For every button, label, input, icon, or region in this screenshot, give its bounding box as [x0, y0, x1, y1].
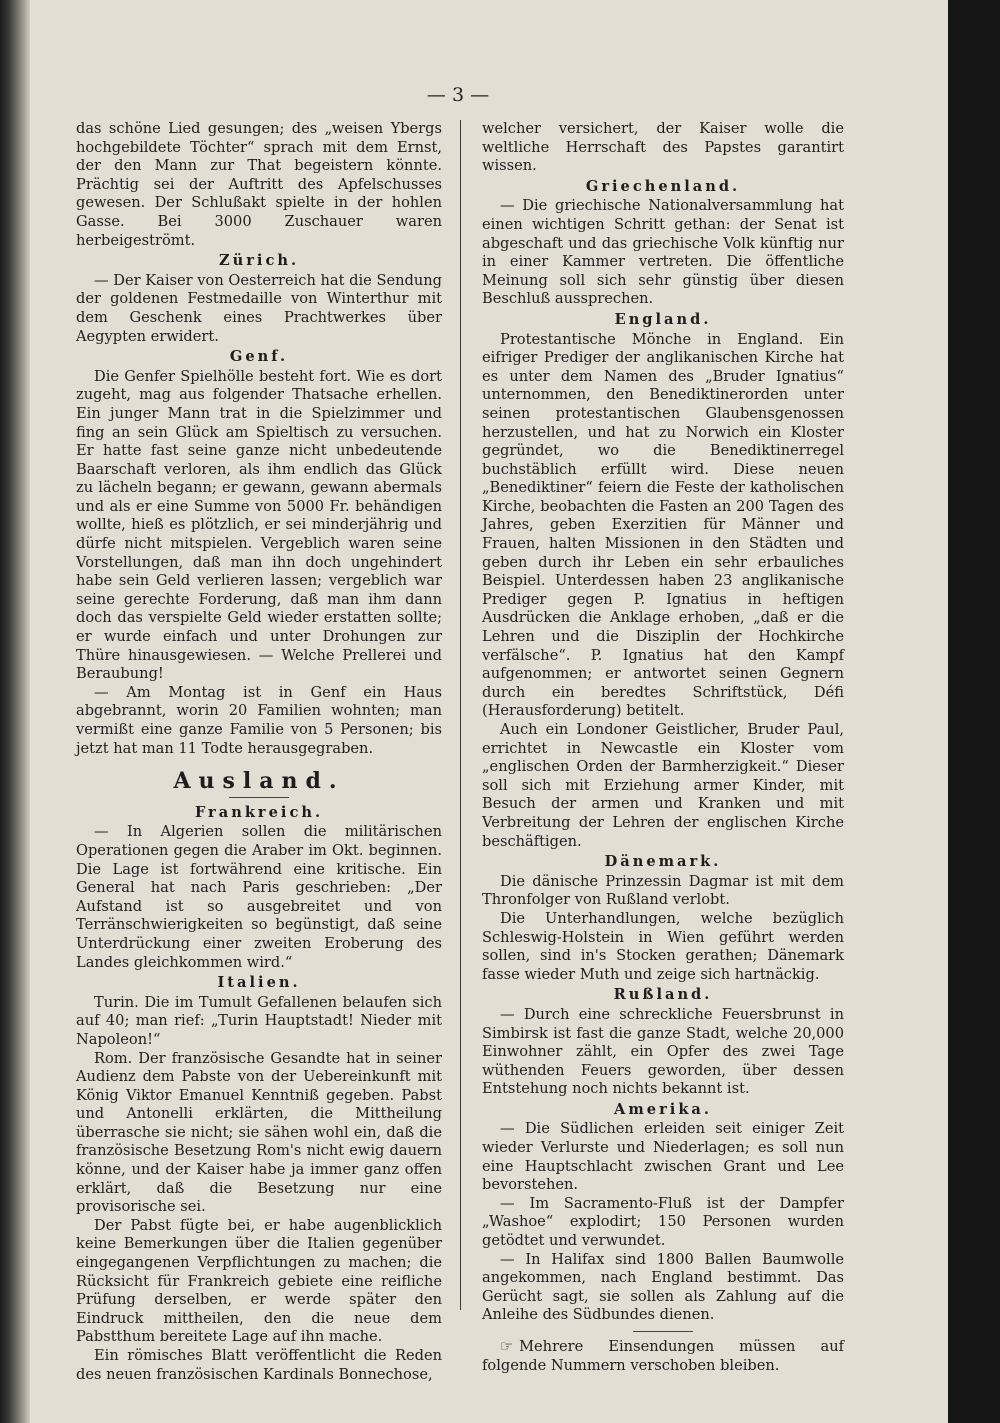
article-paragraph: Turin. Die im Tumult Gefallenen belaufen sich auf 40; man rief: „Turin Hauptstadt! Nieder mit Napoleon!“ [76, 993, 442, 1048]
section-heading-ausland: Ausland. [173, 768, 345, 795]
scan-background [948, 0, 1000, 1423]
notice-divider [633, 1331, 693, 1332]
section-heading-england: England. [614, 310, 712, 328]
section-heading-genf: Genf. [229, 348, 289, 366]
article-paragraph: — Der Kaiser von Oesterreich hat die Sendung der goldenen Festmedaille von Winterthur mit dem Geschenk eines Prachtwerkes über Aegypten erwidert. [76, 271, 442, 345]
article-paragraph: Ein römisches Blatt veröffentlicht die Reden des neuen französischen Kardinals Bonnechose, [76, 1347, 442, 1383]
article-paragraph: Der Pabst fügte bei, er habe augenblicklich keine Bemerkungen über die Italien gegenüber eingegangenen Verpflichtungen zu machen; die Rücksicht für Frankreich gebiete eine reifliche Prüfung derselben, er werde später den Eindruck mittheilen, den die neue dem Pabstthum bereitete Lage auf ihn mache. [76, 1216, 442, 1346]
article-paragraph: — Durch eine schreckliche Feuersbrunst in Simbirsk ist fast die ganze Stadt, welche 20,000 Einwohner zählt, ein Opfer des zwei Tage wüthenden Feuers geworden, über dessen Entstehung noch nichts bekannt ist. [482, 1005, 844, 1098]
section-heading-daenemark: Dänemark. [604, 853, 722, 871]
article-paragraph: Die dänische Prinzessin Dagmar ist mit dem Thronfolger von Rußland verlobt. [482, 872, 844, 909]
section-heading-italien: Italien. [217, 974, 301, 992]
article-paragraph: — Am Montag ist in Genf ein Haus abgebrannt, worin 20 Familien wohnten; man vermißt eine ganze Familie von 5 Personen; bis jetzt hat man 11 Todte herausgegraben. [76, 683, 442, 757]
article-paragraph: — In Halifax sind 1800 Ballen Baumwolle angekommen, nach England bestimmt. Das Gerücht sagt, sie sollen als Zahlung auf die Anleihe des Südbundes dienen. [482, 1250, 844, 1324]
article-paragraph: Die Unterhandlungen, welche bezüglich Schleswig-Holstein in Wien geführt werden sollen, sind in's Stocken gerathen; Dänemark fasse wieder Muth und zeige sich hartnäckig. [482, 909, 844, 983]
binding-edge [0, 0, 30, 1423]
article-paragraph: — Im Sacramento-Fluß ist der Dampfer „Washoe“ explodirt; 150 Personen wurden getödtet und verwundet. [482, 1194, 844, 1250]
article-paragraph: das schöne Lied gesungen; des „weisen Ybergs hochgebildete Töchter“ sprach mit dem Ernst, der den Mann zur That begeistern könnte. Prächtig sei der Auftritt des Apfelschusses gewesen. Der Schlußakt spielte in der hohlen Gasse. Bei 3000 Zuschauer waren herbeigeströmt. [76, 120, 442, 249]
article-paragraph: welcher versichert, der Kaiser wolle die weltliche Herrschaft des Papstes garantirt wissen. [482, 120, 844, 175]
article-paragraph: Die Genfer Spielhölle besteht fort. Wie es dort zugeht, mag aus folgender Thatsache erhellen. Ein junger Mann trat in die Spielzimmer und fing an sein Glück am Spieltisch zu versuchen. Er hatte fast seine ganze nicht unbedeutende Baarschaft verloren, als ihm endlich das Glück zu lächeln begann; er gewann, gewann abermals und als er eine Summe von 5000 Fr. behändigen wollte, hieß es plötzlich, er sei minderjährig und dürfe nicht mitspielen. Vergeblich waren seine Vorstellungen, daß man ihn doch ungehindert habe sein Geld verlieren lassen; vergeblich war seine gerechte Forderung, daß man ihm dann doch das verspielte Geld wieder erstatten sollte; er wurde einfach und unter Drohungen zur Thüre hinausgewiesen. — Welche Prellerei und Beraubung! [76, 367, 442, 683]
article-paragraph: Rom. Der französische Gesandte hat in seiner Audienz dem Pabste von der Uebereinkunft mit König Viktor Emanuel Kenntniß gegeben. Pabst und Antonelli erklärten, die Mittheilung überrasche sie nicht; sie sähen wohl ein, daß die französische Besetzung Rom's nicht ewig dauern könne, und der Kaiser habe ja immer ganz offen erklärt, daß die Besetzung nur eine provisorische sei. [76, 1049, 442, 1216]
section-heading-frankreich: Frankreich. [194, 803, 324, 821]
section-heading-russland: Rußland. [613, 986, 713, 1004]
section-heading-amerika: Amerika. [614, 1100, 712, 1118]
article-paragraph: — Die Südlichen erleiden seit einiger Zeit wieder Verlurste und Niederlagen; es soll nun eine Hauptschlacht zwischen Grant und Lee bevorstehen. [482, 1120, 844, 1194]
article-paragraph: Protestantische Mönche in England. Ein eifriger Prediger der anglikanischen Kirche hat es unter dem Namen des „Bruder Ignatius“ unternommen, den Benediktinerorden unter seinen protestantischen Glaubensgenossen herzustellen, und hat zu Norwich ein Kloster gegründet, wo die Benediktinerregel buchstäblich erfüllt wird. Diese neuen „Benediktiner“ feiern die Feste der katholischen Kirche, beobachten die Fasten an 200 Tagen des Jahres, geben Exerzitien für Männer und Frauen, halten Missionen in den Städten und geben durch ihr Leben ein sehr erbauliches Beispiel. Unterdessen haben 23 anglikanische Prediger gegen P. Ignatius in heftigen Ausdrücken die Anklage erhoben, „daß er die Lehren und die Disziplin der Hochkirche verfälsche“. P. Ignatius hat den Kampf aufgenommen; er antwortet seinen Gegnern durch ein beredtes Schriftstück, Défi (Herausforderung) betitelt. [482, 330, 844, 720]
article-paragraph: Auch ein Londoner Geistlicher, Bruder Paul, errichtet in Newcastle ein Kloster vom „englischen Orden der Barmherzigkeit.“ Dieser soll sich mit Erziehung armer Kinder, mit Besuch der armen und Kranken und mit Verbreitung der Lehren der englischen Kirche beschäftigen. [482, 721, 844, 850]
left-column [76, 120, 442, 1384]
editorial-notice [482, 1338, 844, 1375]
section-heading-griechenland: Griechenland. [585, 177, 741, 195]
notice-text: Mehrere Einsendungen müssen auf folgende Nummern verschoben bleiben. [482, 1338, 844, 1374]
column-divider [460, 120, 461, 1310]
pointing-hand-icon: ☞ [500, 1338, 514, 1355]
right-column [482, 120, 844, 1375]
section-heading-zurich: Zürich. [218, 252, 300, 270]
heading-divider [229, 797, 289, 798]
article-paragraph: — In Algerien sollen die militärischen Operationen gegen die Araber im Okt. beginnen. Die Lage ist fortwährend eine kritische. Ein General hat nach Paris geschrieben: „Der Aufstand ist so ausgebreitet und von Terränschwierigkeiten so begünstigt, daß seine Unterdrückung einer zweiten Eroberung des Landes gleichkommen wird.“ [76, 823, 442, 971]
page-number: — 3 — [426, 84, 490, 106]
article-paragraph: — Die griechische Nationalversammlung hat einen wichtigen Schritt gethan: der Senat ist abgeschaft und das griechische Volk künftig nur in einer Kammer vertreten. Die öffentliche Meinung soll sich sehr günstig über diesen Beschluß aussprechen. [482, 197, 844, 308]
